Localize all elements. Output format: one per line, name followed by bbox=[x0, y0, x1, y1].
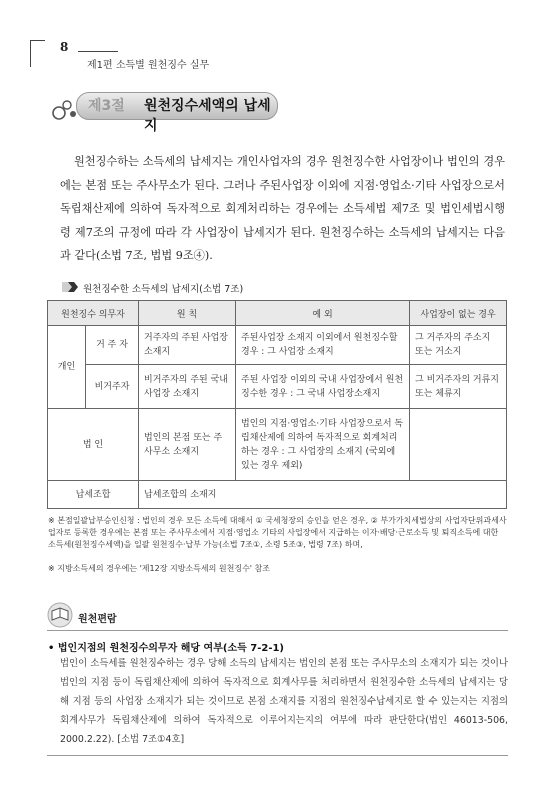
header-principle: 원 칙 bbox=[139, 301, 236, 326]
book-icon bbox=[47, 601, 77, 629]
association-type: 납세조합 bbox=[48, 481, 139, 509]
nonresident-no-place: 그 비거주자의 거류지 또는 체류지 bbox=[410, 365, 507, 409]
table-row bbox=[48, 326, 507, 365]
table-caption: 원천징수한 소득세의 납세지(소법 7조) bbox=[83, 284, 244, 295]
header-exception: 예 외 bbox=[236, 301, 410, 326]
association-principle: 납세조합의 소재지 bbox=[139, 481, 507, 509]
header-no-place: 사업장이 없는 경우 bbox=[410, 301, 507, 326]
case-body: 법인이 소득세를 원천징수하는 경우 당해 소득의 납세지는 법인의 본점 또는 주사무소의 소재지가 되는 것이나 법인의 지점 등이 독립채산제에 의하여 독자적으로 회계사무를 처리하면서 원천징수한 소득세의 납세지는 당해 지점 등의 사업장 소재지가 되는 것이므로 본점 소재지를 지점의 원천징수납세지로 할 수 있는지는 지점의 회계사무가 독립채산제에 의하여 독자적으로 이루어지는지의 여부에 따라 판단한다(법인 46013-506, 2000.2.22). [소법 7조①4호] bbox=[60, 658, 508, 745]
tax-place-table bbox=[47, 300, 507, 509]
reference-label: 원천편람 bbox=[78, 614, 117, 625]
bottom-rule bbox=[47, 755, 508, 756]
corporation-principle: 법인의 본점 또는 주사무소 소재지 bbox=[139, 409, 236, 481]
running-title: 제1편 소득별 원천징수 실무 bbox=[87, 60, 210, 71]
resident-type: 거 주 자 bbox=[86, 326, 139, 365]
resident-principle: 거주자의 주된 사업장 소재지 bbox=[139, 326, 236, 365]
body-paragraph: 원천징수하는 소득세의 납세지는 개인사업자의 경우 원천징수한 사업장이나 법인의 경우에는 본점 또는 주사무소가 된다. 그러나 주된사업장 이외에 지점·영업소·기타 사업장으로서 독립채산제에 의하여 독자적으로 회계처리하는 경우에는 소득세법 제7조 및 법인세법시행령 제7조의 규정에 따라 각 사업장이 납세지가 된다. 원천징수하는 소득세의 납세지는 다음과 같다(소법 7조, 법법 9조④). bbox=[60, 155, 505, 262]
resident-no-place: 그 거주자의 주소지 또는 거소지 bbox=[410, 326, 507, 365]
table-header-row bbox=[48, 301, 507, 326]
corporation-type: 법 인 bbox=[48, 409, 139, 481]
section-heading bbox=[50, 92, 280, 134]
caption-arrow-icon bbox=[62, 281, 80, 293]
section-title: 원천징수세액의 납세지 bbox=[144, 98, 271, 134]
table-row bbox=[48, 481, 507, 509]
note-1: ※ 본점일괄납부승인신청 : 법인의 경우 모든 소득에 대해서 ① 국세청장의 승인을 얻은 경우, ② 부가가치세법상의 사업자단위과세사업자로 등록한 경우에는 본점 또는 주사무소에서 지점·영업소 기타의 사업장에서 지급하는 이자·배당·근로소득 및 퇴직소득에 대한 소득세(원천징수세액)을 일괄 원천징수·납부 가능(소법 7조①, 소령 5조③, 법령 7조) 하며, bbox=[48, 516, 507, 549]
header-rule bbox=[78, 51, 118, 52]
nonresident-type: 비거주자 bbox=[86, 365, 139, 409]
case-title: • 법인지점의 원천징수의무자 해당 여부(소득 7-2-1) bbox=[48, 643, 284, 654]
individual-label: 개인 bbox=[48, 326, 86, 409]
page-number: 8 bbox=[60, 40, 69, 54]
header-withholder: 원천징수 의무자 bbox=[48, 301, 139, 326]
nonresident-exception: 주된 사업장 이외의 국내 사업장에서 원천징수한 경우 : 그 국내 사업장소재지 bbox=[236, 365, 410, 409]
table-row bbox=[48, 365, 507, 409]
table-row bbox=[48, 409, 507, 481]
corporation-no-place bbox=[410, 409, 507, 481]
section-number: 제3절 bbox=[88, 98, 125, 114]
nonresident-principle: 비거주자의 주된 국내 사업장 소재지 bbox=[139, 365, 236, 409]
note-2: ※ 지방소득세의 경우에는 '제12장 지방소득세의 원천징수' 참조 bbox=[48, 564, 271, 573]
resident-exception: 주된사업장 소재지 이외에서 원천징수할 경우 : 그 사업장 소재지 bbox=[236, 326, 410, 365]
header-bracket bbox=[30, 40, 45, 67]
corporation-exception: 법인의 지점·영업소·기타 사업장으로서 독립채산제에 의하여 독자적으로 회계처리하는 경우 : 그 사업장의 소재지 (국외에 있는 경우 제외) bbox=[236, 409, 410, 481]
reference-rule bbox=[47, 630, 508, 631]
